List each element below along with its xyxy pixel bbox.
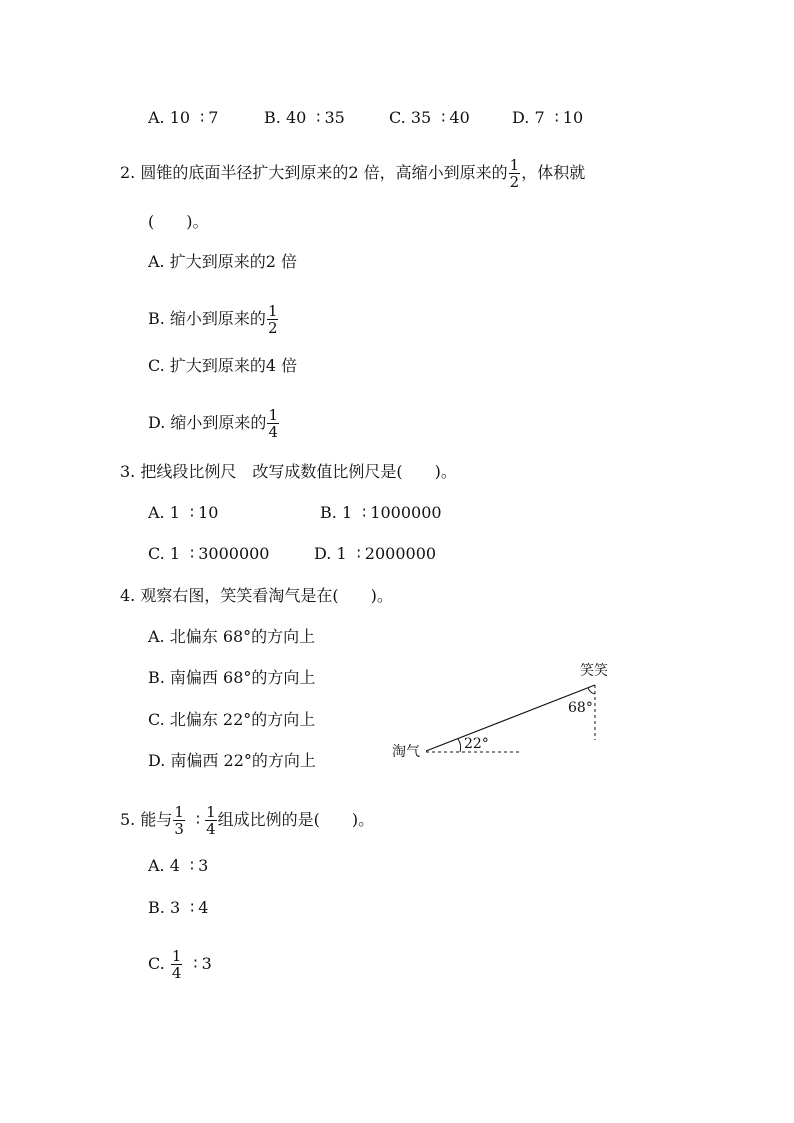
label-xiaoxiao: 笑笑 [580,663,608,679]
q2-option-c: C. 扩大到原来的4 倍 [148,356,298,375]
q2-option-b [148,303,279,336]
ratio-right: 35 [324,108,345,127]
ratio-right: 10 [198,503,219,522]
q1-option-c [389,108,470,128]
ratio-right: 4 [198,898,209,917]
ratio-right: 40 [449,108,470,127]
fraction-numerator: 1 [509,156,520,174]
q3-option-c [148,544,269,564]
angle-68-label: 68° [568,700,593,716]
ratio-left: 3 [169,898,181,917]
fraction-denominator: 4 [268,423,278,441]
q2-text-end: ，体积就 [521,163,586,182]
ratio-left: 1 [341,503,353,522]
q3-stem [120,462,457,482]
q5-option-c [148,948,212,981]
ratio-colon: ∶ [195,810,201,829]
q3-option-a [148,503,218,523]
option-letter: A. [148,108,165,127]
option-letter: A. [148,856,165,875]
q2-blank: ( )。 [148,212,209,231]
ratio-right: 7 [208,108,219,127]
fraction [267,407,279,440]
q4-text: 观察右图，笑笑看淘气是在( )。 [140,586,393,605]
option-text: D. 缩小到原来的 [148,413,267,432]
q5-stem [120,804,374,837]
q2-text: 圆锥的底面半径扩大到原来的2 倍，高缩小到原来的 [140,163,508,182]
fraction-denominator: 4 [171,964,182,982]
fraction [509,157,521,190]
q3-text: 把线段比例尺 改写成数值比例尺是( )。 [140,462,457,481]
option-letter: C. [148,544,165,563]
q1-option-a [148,108,218,128]
q5-suffix: 组成比例的是( )。 [217,810,375,829]
ratio-right: 2000000 [364,544,437,563]
ratio-colon: ∶ [190,544,195,563]
ratio-left: 1 [169,503,180,522]
option-letter: B. [320,503,337,522]
fraction-numerator: 1 [174,803,184,821]
ratio-left: 10 [169,108,191,127]
ratio-colon: ∶ [356,544,361,563]
question-number: 5. [120,810,136,829]
question-number: 2. [120,163,136,182]
q4-option-b: B. 南偏西 68°的方向上 [148,668,316,687]
ratio-colon: ∶ [362,503,367,522]
q5-option-a [148,856,208,876]
option-letter: D. [512,108,530,127]
q2-option-a: A. 扩大到原来的2 倍 [148,252,297,271]
q5-option-b [148,898,208,918]
q5-prefix: 能与 [140,810,173,829]
fraction-denominator: 3 [174,820,184,838]
fraction-numerator: 1 [267,302,278,320]
question-number: 4. [120,586,136,605]
q1-option-b [264,108,345,128]
option-letter: B. [148,898,165,917]
angle-22-label: 22° [464,736,489,752]
fraction-denominator: 2 [509,173,520,191]
fraction [171,948,183,981]
q4-option-c: C. 北偏东 22°的方向上 [148,710,316,729]
direction-diagram [388,655,628,770]
ratio-right: 3000000 [198,544,270,563]
ratio-right: 3 [198,856,209,875]
fraction [267,303,279,336]
ratio-left: 7 [534,108,545,127]
fraction-denominator: 4 [206,820,216,838]
question-number: 3. [120,462,136,481]
q1-option-d [512,108,583,128]
angle-arc-top [588,688,595,694]
angle-arc-bottom [458,739,461,752]
option-letter: A. [148,503,165,522]
sight-line [426,685,595,751]
option-letter: B. [264,108,281,127]
ratio-left: 1 [336,544,347,563]
q4-option-a: A. 北偏东 68°的方向上 [148,627,316,646]
ratio-colon: ∶ [189,503,195,522]
option-text: B. 缩小到原来的 [148,309,266,328]
q4-option-d: D. 南偏西 22°的方向上 [148,751,316,770]
q2-option-d [148,407,280,440]
fraction-denominator: 2 [267,319,278,337]
option-letter: C. [148,954,165,973]
ratio-right: 10 [562,108,584,127]
ratio-right: 1000000 [370,503,442,522]
option-letter: D. [314,544,332,563]
ratio-colon: ∶ [200,108,205,127]
ratio-colon: ∶ [554,108,559,127]
fraction-numerator: 1 [268,406,278,424]
ratio-left: 40 [285,108,307,127]
ratio-left: 4 [169,856,180,875]
ratio-colon: ∶ [189,856,195,875]
fraction-numerator: 1 [171,947,182,965]
ratio-left: 1 [169,544,181,563]
ratio-colon: ∶ [190,898,195,917]
q4-stem [120,586,393,606]
q3-option-b [320,503,442,523]
ratio-colon: ∶ [316,108,321,127]
ratio-colon: ∶ [193,954,198,973]
label-taoqi: 淘气 [392,744,420,760]
ratio-left: 35 [410,108,432,127]
q2-stem [120,157,585,190]
ratio-right: 3 [201,954,212,973]
ratio-colon: ∶ [441,108,446,127]
q3-option-d [314,544,436,564]
fraction [205,804,217,837]
fraction-numerator: 1 [206,803,216,821]
option-letter: C. [389,108,406,127]
fraction [173,804,185,837]
